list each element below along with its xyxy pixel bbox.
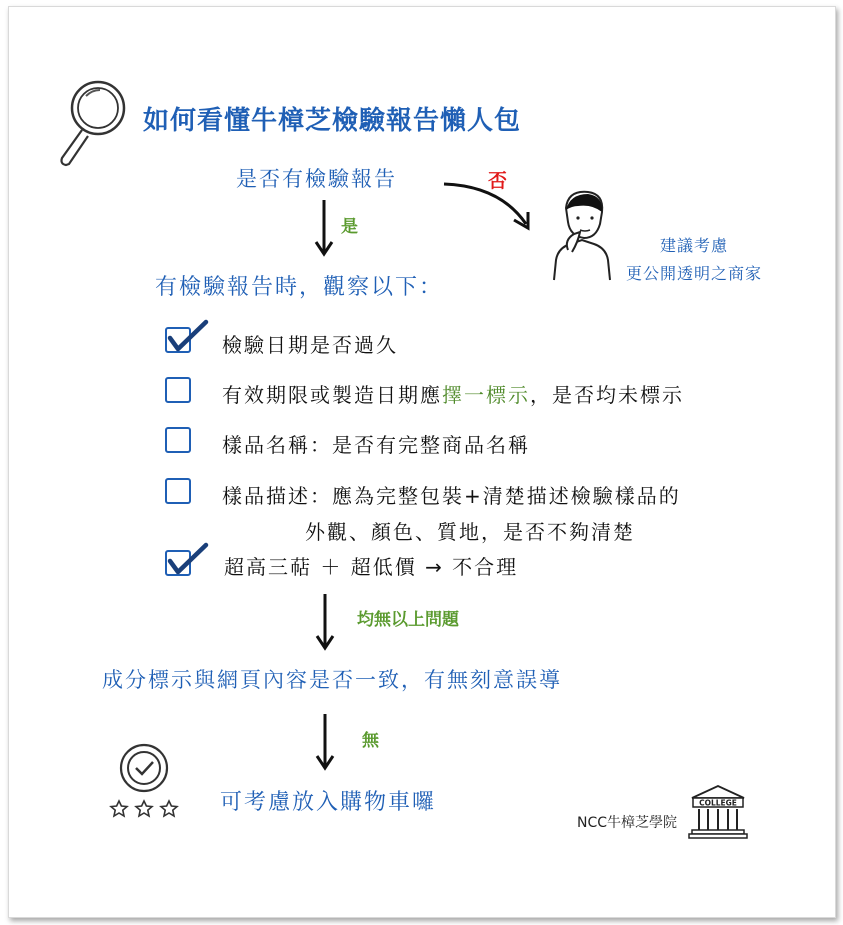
checklist-item-5: 超高三萜 ＋ 超低價 → 不合理 (224, 555, 519, 579)
badge-check-icon (110, 742, 182, 826)
checklist-item-2-part-a: 有效期限或製造日期應 (222, 383, 442, 407)
label-all-ok: 均無以上問題 (357, 610, 459, 630)
label-yes: 是 (341, 217, 358, 237)
label-no: 否 (488, 170, 508, 192)
checklist-item-2-part-b: ，是否均未標示 (530, 383, 684, 407)
arrow-down-2 (315, 592, 335, 652)
star-icon (111, 801, 177, 816)
brand-name: NCC牛樟芝學院 (577, 815, 678, 831)
college-building-icon (688, 784, 748, 840)
checklist-item-2-highlight: 擇一標示 (442, 383, 530, 407)
suggestion-line-1: 建議考慮 (660, 236, 729, 255)
checkmark-icon (162, 318, 212, 358)
arrow-to-suggestion (440, 176, 540, 236)
observe-heading: 有檢驗報告時，觀察以下： (155, 275, 444, 300)
suggestion-line-2: 更公開透明之商家 (626, 264, 763, 283)
checkbox-2[interactable] (165, 377, 191, 403)
question-has-report: 是否有檢驗報告 (236, 167, 397, 191)
checkbox-3[interactable] (165, 427, 191, 453)
college-sign-text: COLLEGE (699, 798, 737, 808)
label-none: 無 (362, 731, 379, 751)
page-title: 如何看懂牛樟芝檢驗報告懶人包 (143, 106, 522, 136)
checklist-item-4-continued: 外觀、顏色、質地，是否不夠清楚 (305, 520, 635, 544)
checklist-item-3: 樣品名稱：是否有完整商品名稱 (222, 433, 530, 457)
arrow-down-3 (315, 712, 335, 772)
arrow-down-1 (314, 198, 334, 258)
magnifier-icon (52, 76, 132, 171)
checkmark-icon (162, 541, 212, 581)
question-consistency: 成分標示與網頁內容是否一致，有無刻意誤導 (102, 668, 562, 692)
checklist-item-1: 檢驗日期是否過久 (222, 333, 398, 357)
result-add-to-cart: 可考慮放入購物車囉 (220, 790, 437, 815)
suggestion-text (626, 232, 762, 288)
checklist-item-2 (222, 379, 684, 408)
thinking-person-icon (548, 186, 618, 281)
checklist-item-4: 樣品描述：應為完整包裝+清楚描述檢驗樣品的 (222, 484, 681, 508)
checkbox-4[interactable] (165, 478, 191, 504)
